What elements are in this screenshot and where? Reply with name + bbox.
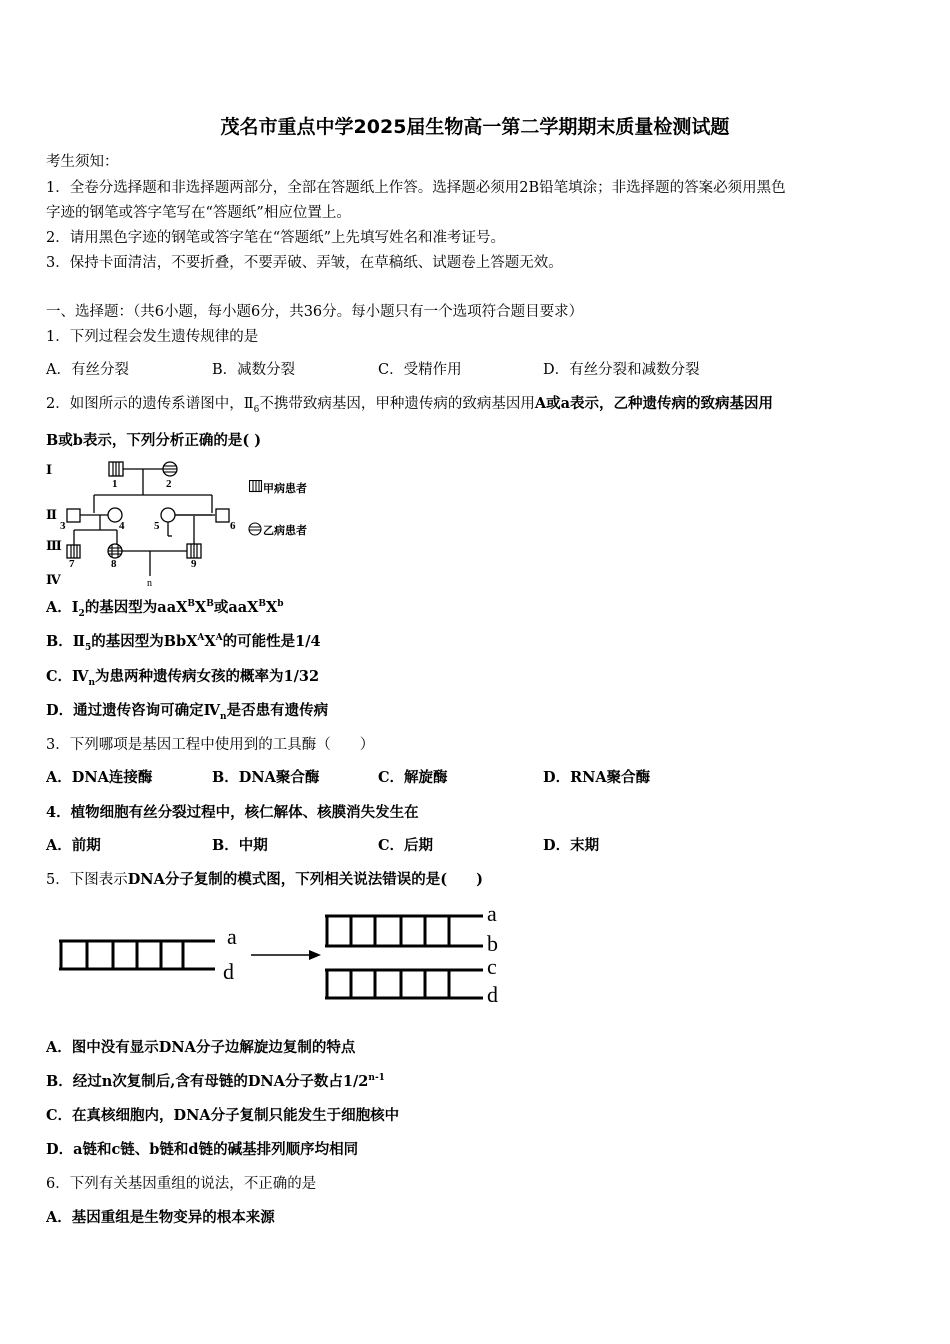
q1-stem: 1．下列过程会发生遗传规律的是 xyxy=(46,329,259,345)
q2-option-b: B．$Ⅱ_5$的基因型为$BbX^AX^A$的可能性是1/4 xyxy=(46,633,321,653)
q1-option-c: C．受精作用 xyxy=(378,362,462,378)
q5-option-b: B．经过n次复制后,含有母链的DNA分子数占1/2$^{n-1}$ xyxy=(46,1073,385,1090)
q5-stem: 5．下图表示DNA分子复制的模式图，下列相关说法错误的是( ) xyxy=(46,871,484,888)
individual-II5 xyxy=(161,508,175,522)
individual-II6 xyxy=(216,509,229,522)
generation-label-1: Ⅰ xyxy=(46,462,53,477)
legend-yi-label: 乙病患者 xyxy=(263,524,307,537)
label-a-daughter: a xyxy=(487,901,497,926)
q6-stem: 6．下列有关基因重组的说法，不正确的是 xyxy=(46,1176,317,1192)
label-b-daughter: b xyxy=(487,931,498,956)
label-d-daughter: d xyxy=(487,982,498,1007)
q4-option-d: D．末期 xyxy=(543,837,600,854)
label-a-parent: a xyxy=(227,924,237,949)
q2-stem: 2．如图所示的遗传系谱图中，$Ⅱ_6$不携带致病基因，甲种遗传病的致病基因用A或a表示，乙种遗传病的致病基因用 xyxy=(46,395,773,415)
number-7: 7 xyxy=(69,558,75,570)
individual-II3 xyxy=(67,509,80,522)
q2-option-c: C．$Ⅳ_n$为患两种遗传病女孩的概率为1/32 xyxy=(46,668,320,688)
q4-option-b: B．中期 xyxy=(212,837,268,854)
q3-option-c: C．解旋酶 xyxy=(378,769,448,786)
q5-option-d: D．a链和c链、b链和d链的碱基排列顺序均相同 xyxy=(46,1141,359,1158)
q1-option-d: D．有丝分裂和减数分裂 xyxy=(543,362,700,378)
q4-option-c: C．后期 xyxy=(378,837,434,854)
number-5: 5 xyxy=(154,520,160,532)
q3-option-b: B．DNA聚合酶 xyxy=(212,769,320,786)
generation-label-4: Ⅳ xyxy=(46,572,61,587)
number-9: 9 xyxy=(191,558,197,570)
arrow-icon xyxy=(309,950,321,960)
number-6: 6 xyxy=(230,520,236,532)
generation-label-2: Ⅱ xyxy=(46,507,57,522)
legend-jia-swatch xyxy=(249,480,263,493)
q6-option-a: A．基因重组是生物变异的根本来源 xyxy=(46,1209,275,1226)
label-d-parent: d xyxy=(223,959,234,984)
q1-option-a: A．有丝分裂 xyxy=(46,362,129,378)
q5-option-a: A．图中没有显示DNA分子边解旋边复制的特点 xyxy=(46,1039,356,1056)
number-n: n xyxy=(147,578,152,589)
number-2: 2 xyxy=(166,478,172,490)
pedigree-chart xyxy=(40,456,280,592)
number-4: 4 xyxy=(119,520,125,532)
q3-stem: 3．下列哪项是基因工程中使用到的工具酶（ ） xyxy=(46,737,375,753)
notice-heading: 考生须知： xyxy=(46,154,119,170)
q4-stem: 4．植物细胞有丝分裂过程中，核仁解体、核膜消失发生在 xyxy=(46,804,419,821)
legend-jia-label: 甲病患者 xyxy=(263,482,307,495)
q1-option-b: B．减数分裂 xyxy=(212,362,296,378)
q4-option-a: A．前期 xyxy=(46,837,101,854)
q3-option-a: A．DNA连接酶 xyxy=(46,769,153,786)
exam-title: 茂名市重点中学2025届生物高一第二学期期末质量检测试题 xyxy=(220,116,730,138)
dna-replication-diagram xyxy=(55,898,515,1010)
label-c-daughter: c xyxy=(487,954,497,979)
legend-yi-swatch xyxy=(248,522,262,536)
notice-item-1: 1．全卷分选择题和非选择题两部分，全部在答题纸上作答。选择题必须用2B铅笔填涂；非选择题的答案必须用黑色 xyxy=(46,180,786,196)
notice-item-2: 2．请用黑色字迹的钢笔或答字笔在“答题纸”上先填写姓名和准考证号。 xyxy=(46,230,506,246)
section-heading: 一、选择题：（共6小题，每小题6分，共36分。每小题只有一个选项符合题目要求） xyxy=(46,304,584,320)
number-1: 1 xyxy=(112,478,118,490)
number-3: 3 xyxy=(60,520,66,532)
q5-option-c: C．在真核细胞内，DNA分子复制只能发生于细胞核中 xyxy=(46,1107,400,1124)
q2-option-a: A．$Ⅰ_2$的基因型为$aaX^BX^B$或$aaX^BX^b$ xyxy=(46,599,284,619)
notice-item-3: 3．保持卡面清洁，不要折叠，不要弄破、弄皱，在草稿纸、试题卷上答题无效。 xyxy=(46,255,563,271)
q2-option-d: D．通过遗传咨询可确定$Ⅳ_n$是否患有遗传病 xyxy=(46,702,329,722)
generation-label-3: Ⅲ xyxy=(46,538,62,553)
q2-stem-line2: B或b表示，下列分析正确的是( ) xyxy=(46,432,262,449)
notice-item-1-cont: 字迹的钢笔或答字笔写在“答题纸”相应位置上。 xyxy=(46,205,351,221)
q3-option-d: D．RNA聚合酶 xyxy=(543,769,651,786)
number-8: 8 xyxy=(111,558,117,570)
